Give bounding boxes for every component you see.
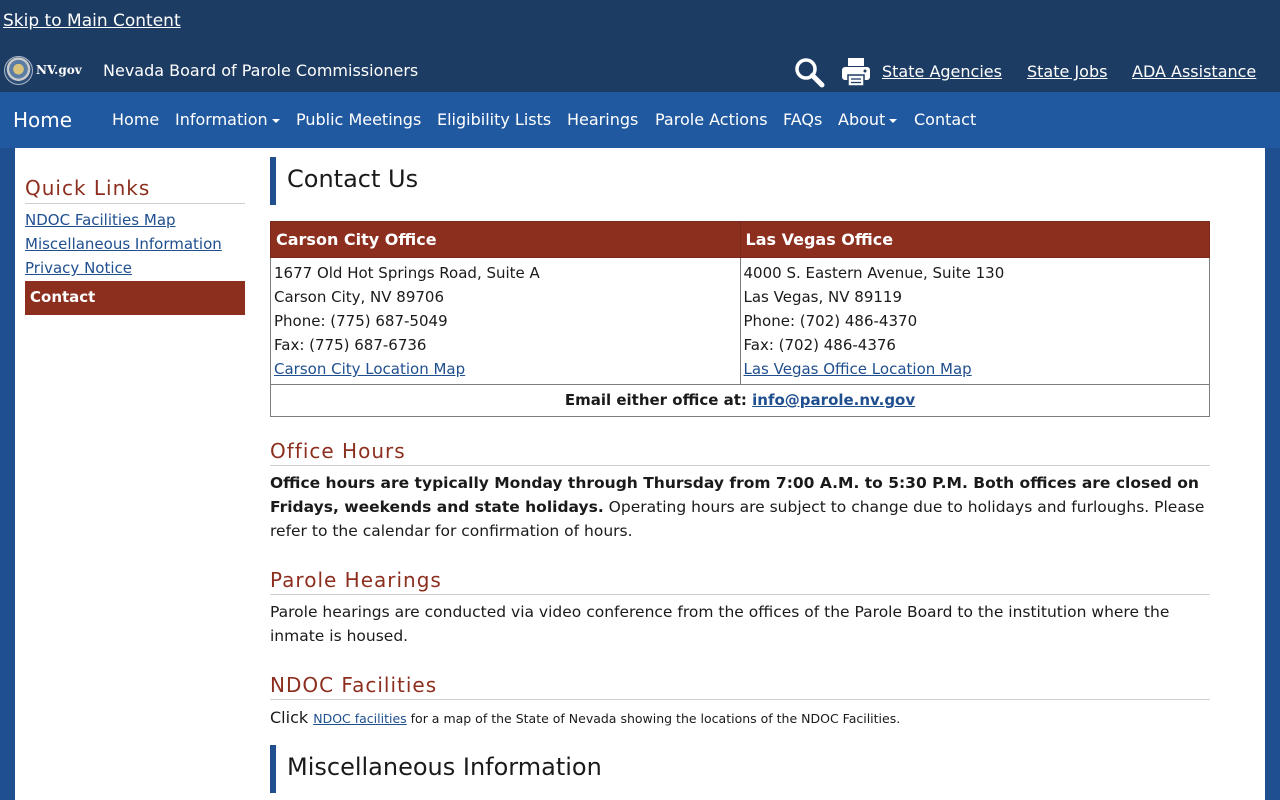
ada-assistance-link[interactable]: ADA Assistance (1132, 62, 1257, 81)
nav-item-contact[interactable]: Contact (914, 110, 977, 129)
nav-item-eligibility-lists[interactable]: Eligibility Lists (437, 110, 552, 129)
sidebar-link-privacy[interactable]: Privacy Notice (25, 259, 132, 277)
sidebar-link-ndoc-map[interactable]: NDOC Facilities Map (25, 211, 176, 229)
parole-hearings-text: Parole hearings are conducted via video conference from the offices of the Parole Board to the institution where the inmate is housed. (270, 603, 1170, 645)
chevron-down-icon (889, 119, 897, 123)
nav-item-label: Information (175, 110, 268, 129)
main-navigation (0, 92, 1280, 148)
city-line: Carson City, NV 89706 (274, 288, 445, 306)
las-vegas-office-header: Las Vegas Office (740, 222, 1210, 258)
nav-item-parole-actions[interactable]: Parole Actions (655, 110, 768, 129)
nav-item-label: About (838, 110, 886, 129)
carson-location-map-link[interactable]: Carson City Location Map (274, 360, 466, 378)
office-hours-bold: Office hours are typically Monday through Thursday from 7:00 A.M. to 5:30 P.M. Both offices are closed on Fridays, weekends and state holidays. (270, 474, 1199, 516)
email-label: Email either office at: (564, 391, 747, 409)
nav-item-public-meetings[interactable]: Public Meetings (296, 110, 422, 129)
fax-line: Fax: (702) 486-4376 (743, 336, 896, 354)
ndoc-facilities-heading: NDOC Facilities (270, 673, 1210, 700)
parole-hearings-heading: Parole Hearings (270, 568, 1210, 595)
ndoc-facilities-link[interactable]: NDOC facilities (313, 711, 407, 726)
chevron-down-icon (272, 119, 280, 123)
nav-item-faqs[interactable]: FAQs (783, 110, 823, 129)
nevada-seal-icon[interactable] (4, 56, 33, 85)
print-icon[interactable] (840, 56, 872, 88)
nav-item-information[interactable] (175, 110, 280, 129)
nav-item-home[interactable]: Home (112, 110, 160, 129)
carson-office-header: Carson City Office (271, 222, 741, 258)
fax-line: Fax: (775) 687-6736 (274, 336, 427, 354)
agency-name: Nevada Board of Parole Commissioners (103, 61, 419, 80)
email-link[interactable]: info@parole.nv.gov (752, 391, 916, 409)
office-hours-heading: Office Hours (270, 439, 1210, 466)
nvgov-logo-text[interactable]: NV.gov (36, 63, 82, 77)
nav-item-about[interactable] (838, 110, 897, 129)
skip-to-main-link[interactable]: Skip to Main Content (3, 11, 181, 31)
nav-brand-home[interactable]: Home (13, 108, 73, 132)
carson-office-cell (271, 258, 741, 385)
office-hours-text (270, 471, 1215, 543)
sidebar-item-contact-active[interactable]: Contact (25, 281, 245, 315)
misc-info-title (270, 745, 1210, 793)
misc-info-title-text: Miscellaneous Information (287, 753, 602, 781)
ndoc-suffix: for a map of the State of Nevada showing the locations of the NDOC Facilities. (406, 711, 901, 726)
address-line: 1677 Old Hot Springs Road, Suite A (274, 264, 540, 282)
office-hours-note: Operating hours are subject to change due to holidays and furloughs. Please refer to the calendar for confirmation of hours. (270, 498, 1205, 540)
phone-line: Phone: (775) 687-5049 (274, 312, 448, 330)
search-icon[interactable] (793, 56, 825, 88)
address-line: 4000 S. Eastern Avenue, Suite 130 (743, 264, 1005, 282)
top-bar (0, 0, 1280, 92)
quick-links-title: Quick Links (25, 176, 245, 204)
las-vegas-location-map-link[interactable]: Las Vegas Office Location Map (743, 360, 972, 378)
page-title-text: Contact Us (287, 165, 419, 193)
ndoc-facilities-text (270, 706, 1215, 731)
sidebar-link-misc-info[interactable]: Miscellaneous Information (25, 235, 222, 253)
city-line: Las Vegas, NV 89119 (743, 288, 902, 306)
ndoc-prefix: Click (270, 708, 314, 727)
state-jobs-link[interactable]: State Jobs (1027, 62, 1108, 81)
contact-table (270, 221, 1210, 417)
phone-line: Phone: (702) 486-4370 (743, 312, 918, 330)
page-title (270, 157, 1210, 205)
state-agencies-link[interactable]: State Agencies (882, 62, 1002, 81)
nav-item-hearings[interactable]: Hearings (567, 110, 639, 129)
content-area (15, 148, 1265, 800)
email-row (271, 385, 1210, 417)
las-vegas-office-cell (740, 258, 1210, 385)
